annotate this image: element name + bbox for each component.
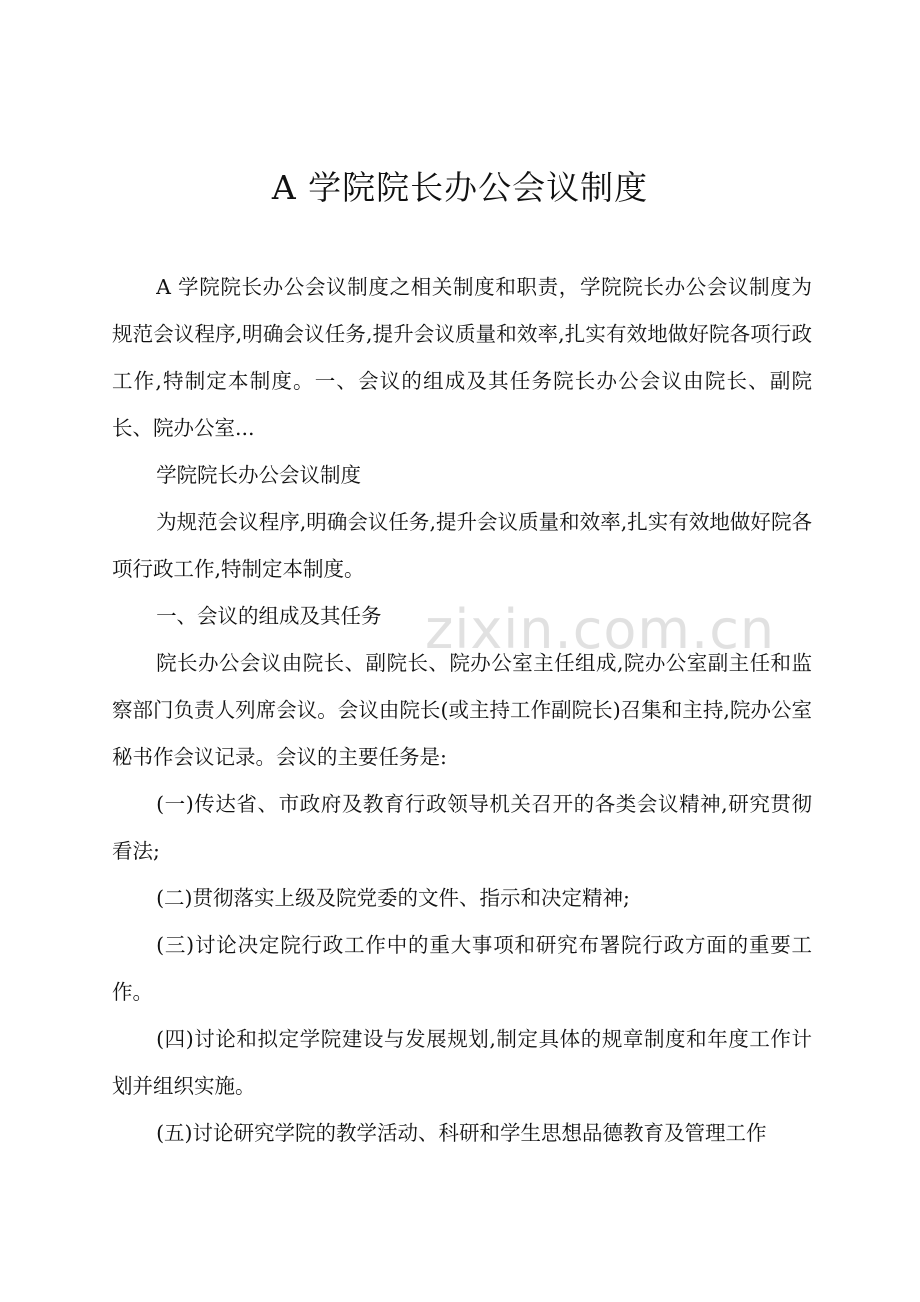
document-title: A 学院院长办公会议制度 [271,168,649,207]
task-item-1: (一)传达省、市政府及教育行政领导机关召开的各类会议精神,研究贯彻看法; [112,792,812,863]
composition-paragraph: 院长办公会议由院长、副院长、院办公室主任组成,院办公室副主任和监察部门负责人列席会议。会议由院长(或主持工作副院长)召集和主持,院办公室秘书作会议记录。会议的主要任务是: [112,651,812,769]
task-item-4: (四)讨论和拟定学院建设与发展规划,制定具体的规章制度和年度工作计划并组织实施。 [112,1027,812,1098]
section-heading: 学院院长办公会议制度 [156,463,362,487]
watermark-text: zixin.com.cn [425,598,776,661]
chapter-heading: 一、会议的组成及其任务 [156,604,382,628]
task-item-2: (二)贯彻落实上级及院党委的文件、指示和决定精神; [156,886,630,910]
task-item-3: (三)讨论决定院行政工作中的重大事项和研究布署院行政方面的重要工作。 [112,933,812,1004]
purpose-paragraph: 为规范会议程序,明确会议任务,提升会议质量和效率,扎实有效地做好院各项行政工作,特制定本制度。 [112,510,812,581]
document-body [112,264,812,1157]
task-item-5: (五)讨论研究学院的教学活动、科研和学生思想品德教育及管理工作 [156,1121,767,1145]
intro-paragraph: A 学院院长办公会议制度之相关制度和职责，学院院长办公会议制度为规范会议程序,明确会议任务,提升会议质量和效率,扎实有效地做好院各项行政工作,特制定本制度。一、会议的组成及其任务院长办公会议由院长、副院长、院办公室... [112,275,812,440]
